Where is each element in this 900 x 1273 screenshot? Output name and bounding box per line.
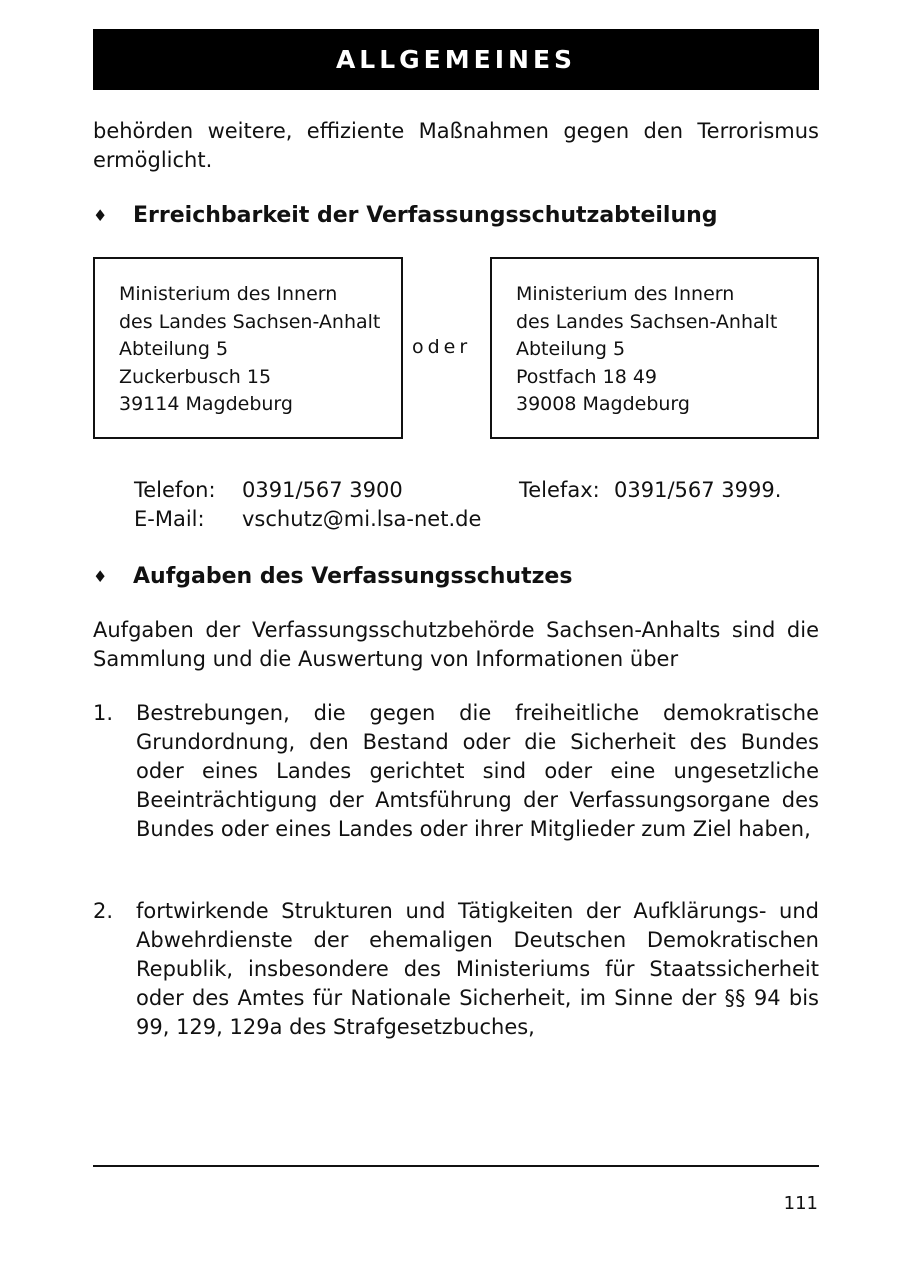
list-item-number: 2. [93, 899, 114, 923]
address-line: Postfach 18 49 [516, 365, 658, 388]
phone-label: Telefon: [134, 478, 216, 502]
address-separator: oder [412, 336, 472, 358]
page-number: 111 [783, 1193, 818, 1214]
email-address[interactable]: vschutz@mi.lsa-net.de [242, 507, 482, 531]
address-line: des Landes Sachsen-Anhalt [119, 310, 381, 333]
address-line: Zuckerbusch 15 [119, 365, 272, 388]
address-box-street [93, 257, 403, 439]
diamond-bullet-icon: ♦ [93, 567, 108, 586]
footer-divider [93, 1165, 819, 1167]
page-header-bar [93, 29, 819, 90]
diamond-bullet-icon: ♦ [93, 206, 108, 225]
address-line: Abteilung 5 [119, 338, 229, 360]
tasks-intro-paragraph: Aufgaben der Verfassungsschutzbehörde Sachsen-Anhalts sind die Sammlung und die Auswertung von Informationen über [93, 618, 819, 671]
address-line: 39008 Magdeburg [516, 393, 690, 415]
section-heading-tasks [93, 562, 572, 592]
address-line: Ministerium des Innern [119, 283, 338, 305]
phone-number: 0391/567 3900 [242, 478, 403, 502]
section-heading-text: Aufgaben des Verfassungsschutzes [133, 564, 573, 589]
address-line: 39114 Magdeburg [119, 393, 293, 415]
address-line: Ministerium des Innern [516, 283, 735, 305]
list-item [93, 699, 819, 844]
section-heading-reachability [93, 201, 718, 231]
address-line: Abteilung 5 [516, 338, 626, 360]
list-item [93, 897, 819, 1042]
fax-number: 0391/567 3999. [614, 478, 782, 502]
email-label: E-Mail: [134, 507, 205, 531]
address-box-postbox [490, 257, 819, 439]
page-header-title: ALLGEMEINES [335, 45, 577, 74]
list-item-number: 1. [93, 701, 114, 725]
list-item-text: fortwirkende Strukturen und Tätigkeiten der Aufklärungs- und Abwehrdienste der ehemaligen Deutschen Demokratischen Republik, insbesondere des Ministeriums für Staatssicherheit oder des Amtes für Nationale Sicherheit, im Sinne der §§ 94 bis 99, 129, 129a des Strafgesetzbuches, [136, 899, 819, 1039]
fax-label: Telefax: [519, 478, 600, 502]
section-heading-text: Erreichbarkeit der Verfassungsschutzabteilung [133, 203, 718, 228]
intro-paragraph: behörden weitere, effiziente Maßnahmen gegen den Terrorismus ermöglicht. [93, 119, 819, 172]
list-item-text: Bestrebungen, die gegen die freiheitliche demokratische Grundordnung, den Bestand oder die Sicherheit des Bundes oder eines Landes gerichtet sind oder eine ungesetzliche Beeinträchtigung der Amtsführung der Verfassungsorgane des Bundes oder eines Landes oder ihrer Mitglieder zum Ziel haben, [136, 701, 819, 841]
address-line: des Landes Sachsen-Anhalt [516, 310, 778, 333]
